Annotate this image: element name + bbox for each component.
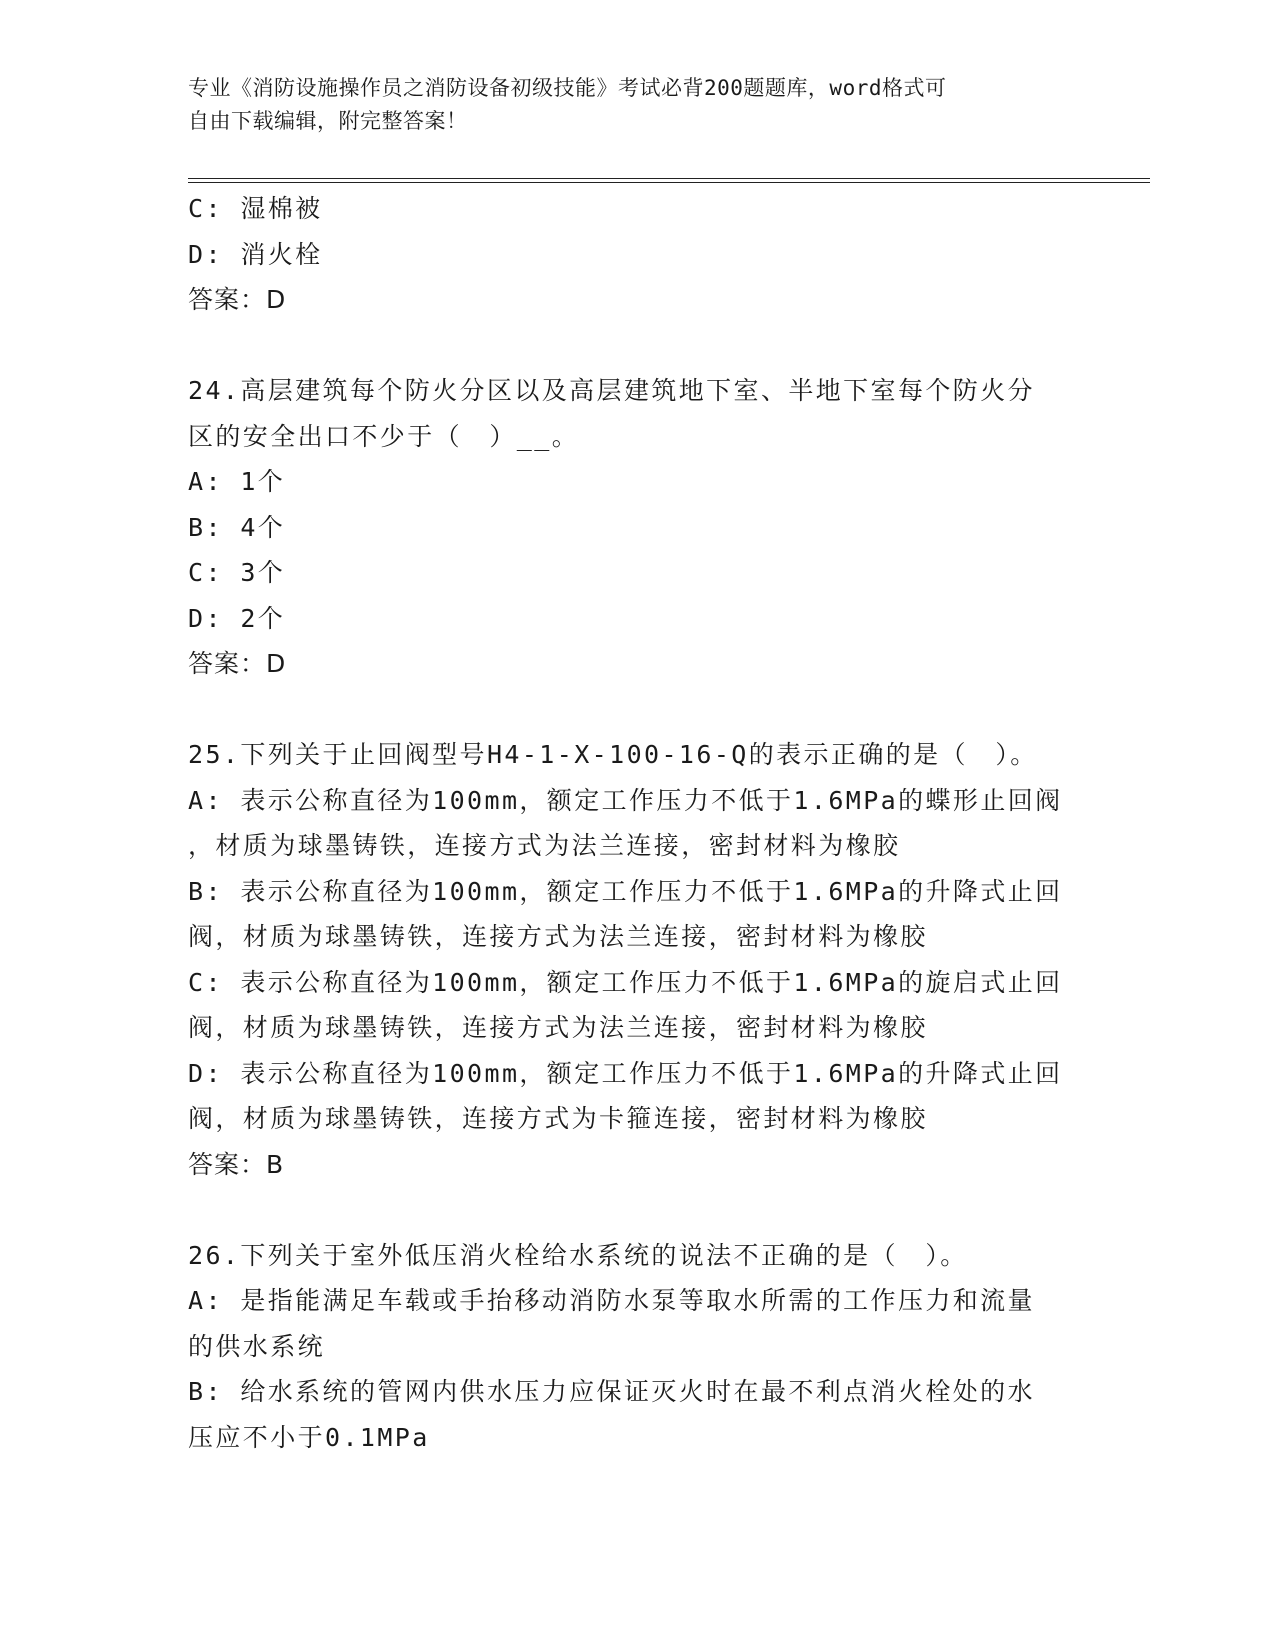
question-24: [188, 368, 1088, 687]
option-b-continued: 压应不小于0.1MPa: [188, 1422, 430, 1452]
option-b: B: 给水系统的管网内供水压力应保证灭火时在最不利点消火栓处的水: [188, 1377, 1035, 1406]
option-d: D: 表示公称直径为100mm，额定工作压力不低于1.6MPa的升降式止回: [188, 1058, 1063, 1088]
header-divider-line-bottom: [188, 182, 1150, 183]
question-23-tail: [188, 186, 1088, 323]
option-d-continued: 阀，材质为球墨铸铁，连接方式为卡箍连接，密封材料为橡胶: [188, 1104, 928, 1133]
question-25: [188, 732, 1088, 1187]
question-26: [188, 1233, 1088, 1461]
question-stem: 24.高层建筑每个防火分区以及高层建筑地下室、半地下室每个防火分: [188, 376, 1035, 405]
answer-line: 答案：B: [188, 1149, 285, 1179]
option-d: D: 2个: [188, 603, 286, 633]
question-stem: 25.下列关于止回阀型号H4-1-X-100-16-Q的表示正确的是（ ）。: [188, 740, 1038, 769]
option-a: A: 1个: [188, 467, 286, 496]
option-c: C: 表示公称直径为100mm，额定工作压力不低于1.6MPa的旋启式止回: [188, 967, 1063, 997]
spacer: [188, 687, 1088, 733]
question-stem-continued: 区的安全出口不少于（ ）__。: [188, 421, 580, 451]
header-divider-line-top: [188, 178, 1150, 179]
question-stem: 26.下列关于室外低压消火栓给水系统的说法不正确的是（ ）。: [188, 1240, 968, 1270]
option-d: D: 消火栓: [188, 239, 323, 269]
option-a-continued: 的供水系统: [188, 1331, 326, 1361]
header-line-2: 自由下载编辑，附完整答案！: [188, 109, 468, 133]
header-line-1: 专业《消防设施操作员之消防设备初级技能》考试必背200题题库，word格式可: [188, 76, 947, 100]
option-c: C: 湿棉被: [188, 194, 323, 223]
option-b: B: 4个: [188, 512, 286, 542]
option-b: B: 表示公称直径为100mm，额定工作压力不低于1.6MPa的升降式止回: [188, 876, 1063, 906]
option-a: A: 是指能满足车载或手抬移动消防水泵等取水所需的工作压力和流量: [188, 1286, 1035, 1315]
option-c-continued: 阀，材质为球墨铸铁，连接方式为法兰连接，密封材料为橡胶: [188, 1013, 928, 1042]
document-header: [188, 72, 1088, 138]
option-c: C: 3个: [188, 558, 286, 587]
option-b-continued: 阀，材质为球墨铸铁，连接方式为法兰连接，密封材料为橡胶: [188, 922, 928, 951]
option-a-continued: ，材质为球墨铸铁，连接方式为法兰连接，密封材料为橡胶: [188, 831, 901, 860]
document-body: [188, 186, 1088, 1460]
answer-line: 答案：D: [188, 285, 287, 314]
spacer: [188, 323, 1088, 369]
spacer: [188, 1187, 1088, 1233]
option-a: A: 表示公称直径为100mm，额定工作压力不低于1.6MPa的蝶形止回阀: [188, 785, 1063, 815]
answer-line: 答案：D: [188, 649, 287, 678]
header-divider: [188, 178, 1150, 183]
